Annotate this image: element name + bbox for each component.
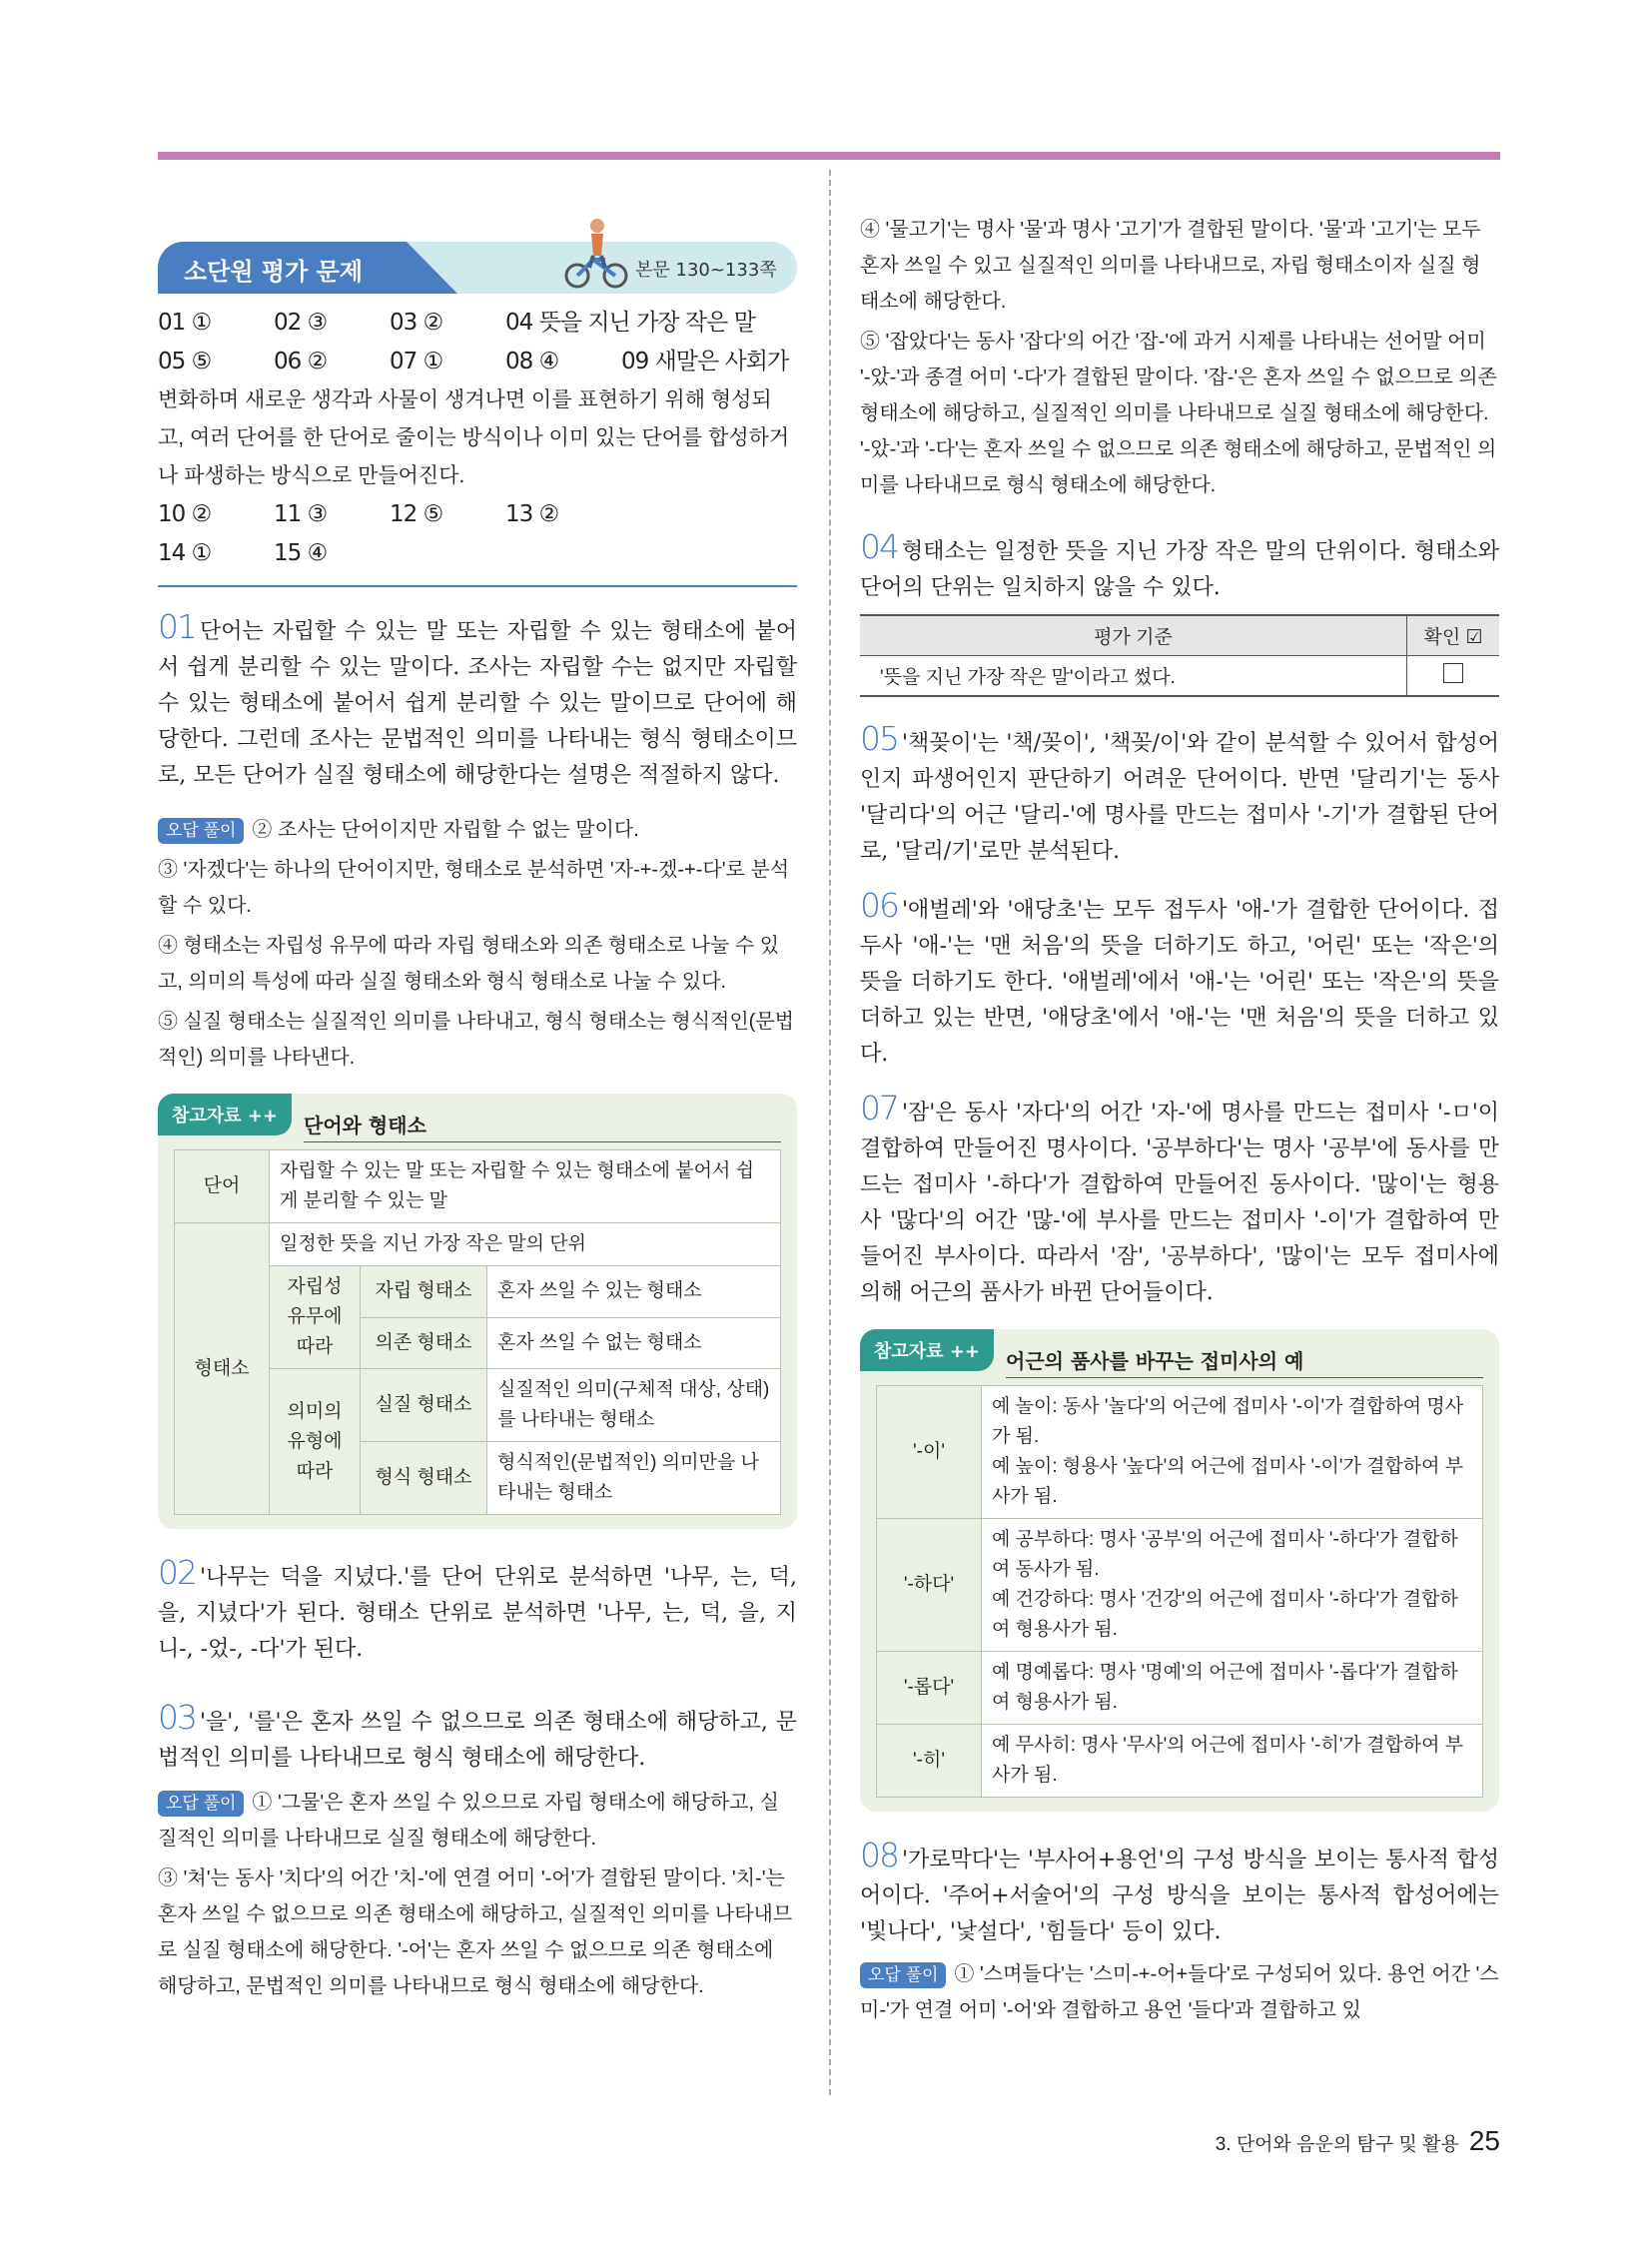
answer-13: 13 ② [505, 501, 559, 527]
answer-separator [158, 585, 797, 587]
answer-01: 01 ① [158, 310, 212, 336]
explanation-01 [158, 609, 797, 794]
page-footer [1216, 2125, 1500, 2157]
answer-14: 14 ① [158, 540, 212, 566]
answer-03: 03 ② [390, 310, 443, 336]
item-text: '애벌레'와 '애당초'는 모두 접두사 '애-'가 결합한 단어이다. 접두사 '애-'는 '맨 처음'의 뜻을 더하기도 하고, '어린' 또는 '작은'의 뜻을 더하기도 한다. '애벌레'에서 '애-'는 '어린' 또는 '작은'의 뜻을 더하고 있는 반면, '애당초'에서 '애-'는 '맨 처음'의 뜻을 더하고 있다. [860, 898, 1499, 1067]
note-line: ① '그물'은 혼자 쓰일 수 있으므로 자립 형태소에 해당하고, 실질적인 의미를 나타내므로 실질 형태소에 해당한다. [158, 1792, 779, 1850]
item-text: '가로막다'는 '부사어+용언'의 구성 방식을 보이는 통사적 합성어이다. '주어+서술어'의 구성 방식을 보이는 통사적 합성어에는 '빛나다', '낯설다', '힘들다' 등이 있다. [860, 1848, 1499, 1944]
table-group-head: 자립성 유무에 따라 [270, 1266, 361, 1369]
suffix-example: 예 건강하다: 명사 '건강'의 어근에 접미사 '-하다'가 결합하여 형용사가 됨. [992, 1589, 1458, 1640]
answer-15: 15 ④ [274, 540, 328, 566]
reference-box-suffix [860, 1329, 1499, 1812]
reference-tag: 참고자료 ++ [158, 1094, 292, 1135]
eval-row-text: '뜻을 지닌 가장 작은 말'이라고 썼다. [860, 656, 1407, 697]
suffix-table [876, 1385, 1483, 1798]
wrong-answer-note [158, 1785, 797, 1857]
item-number: 01 [158, 607, 196, 646]
suffix-example: 예 명예롭다: 명사 '명예'의 어근에 접미사 '-롭다'가 결합하여 형용사가 됨. [982, 1652, 1483, 1725]
item-number: 08 [860, 1836, 898, 1874]
suffix-example: 예 무사히: 명사 '무사'의 어근에 접미사 '-히'가 결합하여 부사가 됨. [982, 1725, 1483, 1798]
explanation-02 [158, 1555, 797, 1668]
column-divider [829, 170, 831, 2095]
table-row-head: 형식 형태소 [361, 1442, 487, 1515]
table-row-head: 실질 형태소 [361, 1369, 487, 1442]
item-number: 03 [158, 1698, 196, 1737]
table-cell: 자립할 수 있는 말 또는 자립할 수 있는 형태소에 붙어서 쉽게 분리할 수 있는 말 [270, 1150, 781, 1223]
item-text: '나무는 덕을 지녔다.'를 단어 단위로 분석하면 '나무, 는, 덕, 을, 지녔다'가 된다. 형태소 단위로 분석하면 '나무, 는, 덕, 을, 지니-, -었-, -다'가 된다. [158, 1565, 797, 1662]
section-banner [158, 242, 797, 294]
answer-05: 05 ⑤ [158, 349, 212, 374]
banner-title: 소단원 평가 문제 [184, 258, 363, 286]
page-number: 25 [1468, 2125, 1500, 2156]
reference-title: 단어와 형태소 [304, 1114, 426, 1137]
suffix-key: '-이' [877, 1386, 982, 1519]
eval-header-check-label: 확인 [1423, 627, 1461, 648]
answer-12: 12 ⑤ [390, 501, 443, 527]
item-text: '을', '를'은 혼자 쓰일 수 없으므로 의존 형태소에 해당하고, 문법적인 의미를 나타내므로 형식 형태소에 해당한다. [158, 1710, 797, 1771]
eval-header-criteria: 평가 기준 [860, 615, 1407, 656]
banner-page-ref: 본문 130~133쪽 [635, 260, 777, 281]
left-column [158, 200, 797, 2008]
answer-key [158, 304, 797, 573]
suffix-key: '-롭다' [877, 1652, 982, 1725]
answer-10: 10 ② [158, 501, 212, 527]
eval-row-check [1407, 656, 1500, 697]
item-number: 02 [158, 1553, 196, 1592]
table-cell: 실질적인 의미(구체적 대상, 상태)를 나타내는 형태소 [487, 1369, 781, 1442]
answer-07: 07 ① [390, 349, 443, 374]
table-row-head: 자립 형태소 [361, 1266, 487, 1318]
answer-02: 02 ③ [274, 310, 328, 336]
item-text: '잠'은 동사 '자다'의 어간 '자-'에 명사를 만드는 접미사 '-ㅁ'이 결합하여 만들어진 명사이다. '공부하다'는 명사 '공부'에 동사를 만드는 접미사 '-하다'가 결합하여 만들어진 동사이다. '많이'는 형용사 '많다'의 어간 '많-'에 부사를 만드는 접미사 '-이'가 결합하여 만들어진 부사이다. 따라서 '잠', '공부하다', '많이'는 모두 접미사에 의해 어근의 품사가 바뀐 단어들이다. [860, 1101, 1499, 1305]
note-badge: 오답 풀이 [158, 818, 244, 844]
wrong-answer-note [860, 1956, 1499, 2028]
note-line: ⑤ 실질 형태소는 실질적인 의미를 나타내고, 형식 형태소는 형식적인(문법적인) 의미를 나타낸다. [158, 1011, 794, 1069]
right-column [860, 212, 1499, 2032]
table-head-morpheme: 형태소 [175, 1223, 270, 1515]
answer-08: 08 ④ [505, 349, 559, 374]
suffix-example: 예 공부하다: 명사 '공부'의 어근에 접미사 '-하다'가 결합하여 동사가 됨. [992, 1529, 1458, 1580]
item-number: 04 [860, 527, 898, 566]
answer-04: 04 뜻을 지닌 가장 작은 말 [505, 310, 755, 336]
reference-header [174, 1108, 781, 1149]
footer-section: 3. 단어와 음운의 탐구 및 활용 [1215, 2134, 1459, 2155]
reference-box-word-morpheme [158, 1094, 797, 1529]
checkbox-checked-icon: ☑ [1465, 627, 1483, 648]
answer-09-text: 변화하며 새로운 생각과 사물이 생겨나면 이를 표현하기 위해 형성되고, 여러 단어를 한 단어로 줄이는 방식이나 이미 있는 단어를 합성하거나 파생하는 방식으로 만들어진다. [158, 388, 790, 487]
note-line: ① '스며들다'는 '스미-+-어+들다'로 구성되어 있다. 용언 어간 '스미-'가 연결 어미 '-어'와 결합하고 용언 '들다'과 결합하고 있 [860, 1963, 1499, 2021]
note-line: ⑤ '잡았다'는 동사 '잡다'의 어간 '잡-'에 과거 시제를 나타내는 선어말 어미 '-았-'과 종결 어미 '-다'가 결합된 말이다. '잡-'은 혼자 쓰일 수 없으므로 의존 형태소에 해당하고, 실질적인 의미를 나타내므로 실질 형태소에 해당한다. '-았-'과 '-다'는 혼자 쓰일 수 없으므로 의존 형태소에 해당하고, 문법적인 의미를 나타내므로 형식 형태소에 해당한다. [860, 331, 1497, 496]
suffix-examples [982, 1386, 1483, 1519]
reference-underline [1006, 1377, 1483, 1378]
item-text: 단어는 자립할 수 있는 말 또는 자립할 수 있는 형태소에 붙어서 쉽게 분리할 수 있는 말이다. 조사는 자립할 수는 없지만 자립할 수 있는 형태소에 붙어서 쉽게 분리할 수 있는 말이므로 단어에 해당한다. 그런데 조사는 문법적인 의미를 나타내는 형식 형태소이므로, 모든 단어가 실질 형태소에 해당한다는 설명은 적절하지 않다. [158, 619, 797, 788]
reference-underline [304, 1141, 781, 1142]
table-cell: 혼자 쓰일 수 있는 형태소 [487, 1266, 781, 1318]
answer-11: 11 ③ [274, 501, 328, 527]
wrong-answer-note [158, 812, 797, 848]
suffix-key: '-히' [877, 1725, 982, 1798]
table-head-word: 단어 [175, 1150, 270, 1223]
checkbox-icon[interactable] [1443, 663, 1463, 683]
word-morpheme-table [174, 1149, 781, 1515]
item-number: 07 [860, 1089, 898, 1127]
suffix-key: '-하다' [877, 1519, 982, 1652]
eval-header-check [1407, 615, 1500, 656]
item-text: 형태소는 일정한 뜻을 지닌 가장 작은 말의 단위이다. 형태소와 단어의 단위는 일치하지 않을 수 있다. [860, 539, 1499, 600]
table-row-head: 의존 형태소 [361, 1317, 487, 1369]
explanation-08 [860, 1838, 1499, 1950]
suffix-examples [982, 1519, 1483, 1652]
item-number: 05 [860, 719, 898, 758]
answer-09-lead: 09 새말은 사회가 [621, 349, 789, 374]
note-line: ② 조사는 단어이지만 자립할 수 없는 말이다. [252, 819, 639, 841]
note-line: ④ '물고기'는 명사 '물'과 명사 '고기'가 결합된 말이다. '물'과 '고기'는 모두 혼자 쓰일 수 있고 실질적인 의미를 나타내므로, 자립 형태소이자 실질 형태소에 해당한다. [860, 219, 1481, 313]
evaluation-table [860, 614, 1499, 697]
item-number: 06 [860, 886, 898, 925]
table-group-head: 의미의 유형에 따라 [270, 1369, 361, 1515]
explanation-05 [860, 721, 1499, 870]
note-line: ③ '쳐'는 동사 '치다'의 어간 '치-'에 연결 어미 '-어'가 결합된 말이다. '치-'는 혼자 쓰일 수 없으므로 의존 형태소에 해당하고, 실질적인 의미를 나타내므로 실질 형태소에 해당한다. '-어'는 혼자 쓰일 수 없으므로 의존 형태소에 해당하고, 문법적인 의미를 나타내므로 형식 형태소에 해당한다. [158, 1868, 793, 1997]
answer-06: 06 ② [274, 349, 328, 374]
note-line: ③ '자겠다'는 하나의 단어이지만, 형태소로 분석하면 '자-+-겠-+-다'로 분석할 수 있다. [158, 859, 790, 917]
item-text: '책꽂이'는 '책/꽂이', '책꽂/이'와 같이 분석할 수 있어서 합성어인지 파생어인지 판단하기 어려운 단어이다. 반면 '달리기'는 동사 '달리다'의 어근 '달리-'에 명사를 만드는 접미사 '-기'가 결합된 단어로, '달리/기'로만 분석된다. [860, 731, 1499, 864]
suffix-example: 예 놀이: 동사 '놀다'의 어근에 접미사 '-이'가 결합하여 명사가 됨. [992, 1396, 1464, 1447]
explanation-03 [158, 1700, 797, 1777]
note-badge: 오답 풀이 [860, 1962, 946, 1988]
explanation-04 [860, 529, 1499, 606]
cyclist-icon [561, 216, 631, 290]
reference-title: 어근의 품사를 바꾸는 접미사의 예 [1006, 1349, 1304, 1373]
reference-tag: 참고자료 ++ [860, 1329, 994, 1371]
table-cell: 형식적인(문법적인) 의미만을 나타내는 형태소 [487, 1442, 781, 1515]
suffix-example: 예 높이: 형용사 '높다'의 어근에 접미사 '-이'가 결합하여 부사가 됨. [992, 1456, 1464, 1507]
reference-header [876, 1343, 1483, 1385]
table-cell: 일정한 뜻을 지닌 가장 작은 말의 단위 [270, 1223, 781, 1266]
explanation-06 [860, 888, 1499, 1073]
explanation-07 [860, 1091, 1499, 1311]
note-line: ④ 형태소는 자립성 유무에 따라 자립 형태소와 의존 형태소로 나눌 수 있고, 의미의 특성에 따라 실질 형태소와 형식 형태소로 나눌 수 있다. [158, 935, 780, 993]
top-accent-bar [158, 152, 1500, 160]
table-cell: 혼자 쓰일 수 없는 형태소 [487, 1317, 781, 1369]
note-badge: 오답 풀이 [158, 1791, 244, 1817]
